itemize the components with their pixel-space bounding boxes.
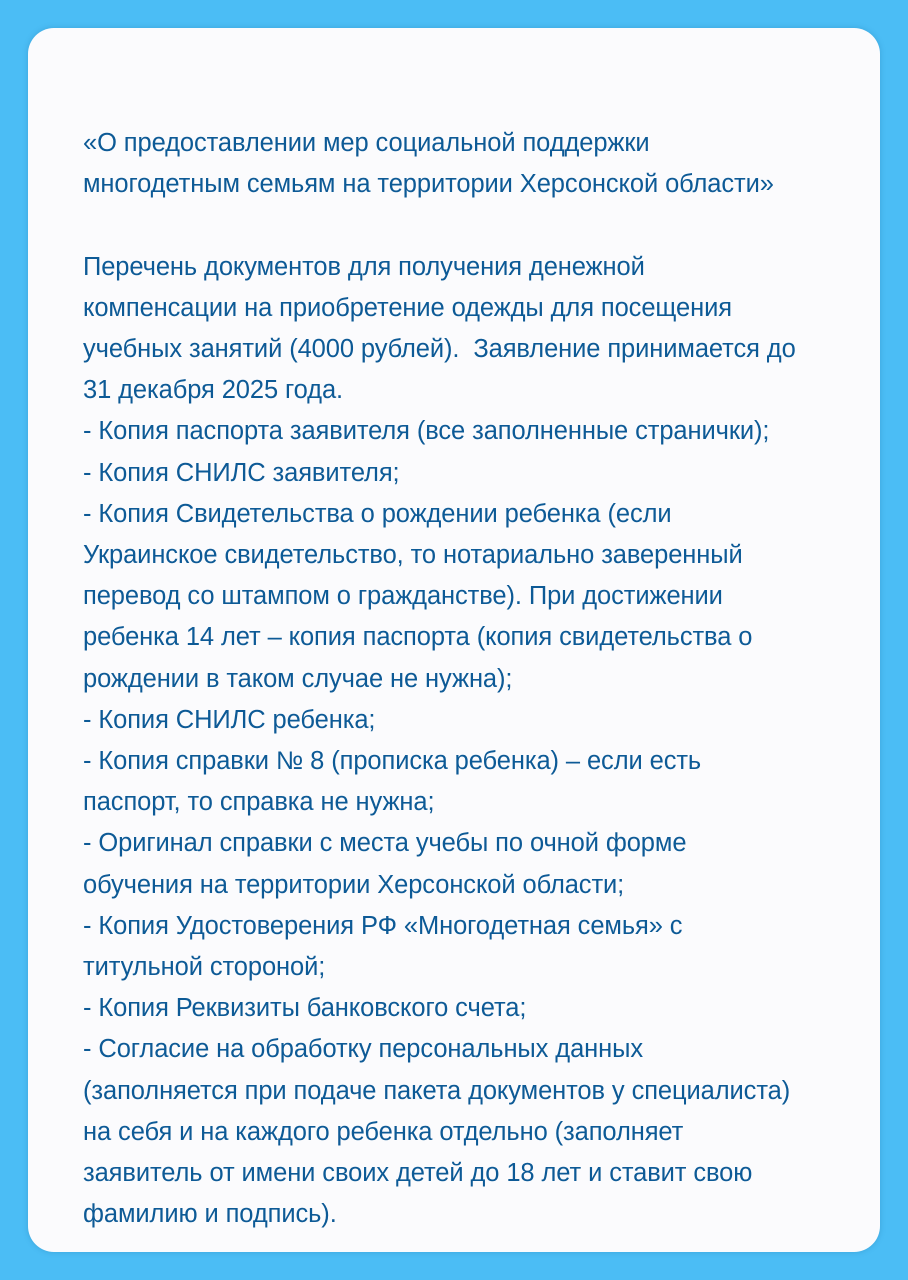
list-item-consent: - Согласие на обработку персональных данных bbox=[83, 1035, 643, 1064]
list-item-passport: - Копия паспорта заявителя (все заполненные странички); bbox=[83, 417, 770, 446]
list-item-study-certificate: - Оригинал справки с места учебы по очной форме bbox=[83, 829, 687, 858]
list-item-large-family-id: - Копия Удостоверения РФ «Многодетная семья» с bbox=[83, 911, 683, 940]
list-item-birth-certificate: - Копия Свидетельства о рождении ребенка (если bbox=[83, 499, 672, 528]
list-item-snils-applicant: - Копия СНИЛС заявителя; bbox=[83, 458, 400, 487]
title-line: многодетным семьям на территории Херсонской области» bbox=[83, 170, 774, 199]
body-line: паспорт, то справка не нужна; bbox=[83, 788, 435, 817]
document-body bbox=[83, 247, 840, 1236]
body-line: фамилию и подпись). bbox=[83, 1200, 337, 1229]
body-line: 31 декабря 2025 года. bbox=[83, 376, 344, 405]
body-line: ребенка 14 лет – копия паспорта (копия свидетельства о bbox=[83, 623, 753, 652]
body-line: учебных занятий (4000 рублей). Заявление принимается до bbox=[83, 335, 796, 363]
list-item-bank-details: - Копия Реквизиты банковского счета; bbox=[83, 994, 527, 1023]
body-line: рождении в таком случае не нужна); bbox=[83, 664, 513, 693]
body-line: (заполняется при подаче пакета документов у специалиста) bbox=[83, 1076, 791, 1105]
document-title bbox=[83, 123, 840, 205]
list-item-certificate-8: - Копия справки № 8 (прописка ребенка) – если есть bbox=[83, 747, 702, 776]
body-line: обучения на территории Херсонской области; bbox=[83, 870, 625, 899]
body-line: перевод со штампом о гражданстве). При достижении bbox=[83, 582, 723, 611]
body-line: Перечень документов для получения денежной bbox=[83, 252, 645, 281]
paragraph-gap bbox=[83, 205, 840, 246]
body-line: компенсации на приобретение одежды для посещения bbox=[83, 293, 732, 322]
body-line: титульной стороной; bbox=[83, 953, 326, 982]
title-line: «О предоставлении мер социальной поддержки bbox=[83, 129, 650, 157]
document-card bbox=[28, 28, 880, 1252]
body-line: заявитель от имени своих детей до 18 лет и ставит свою bbox=[83, 1159, 753, 1188]
body-line: на себя и на каждого ребенка отдельно (заполняет bbox=[83, 1117, 684, 1146]
body-line: Украинское свидетельство, то нотариально заверенный bbox=[83, 541, 743, 570]
document-text bbox=[83, 123, 840, 1235]
list-item-snils-child: - Копия СНИЛС ребенка; bbox=[83, 705, 376, 734]
